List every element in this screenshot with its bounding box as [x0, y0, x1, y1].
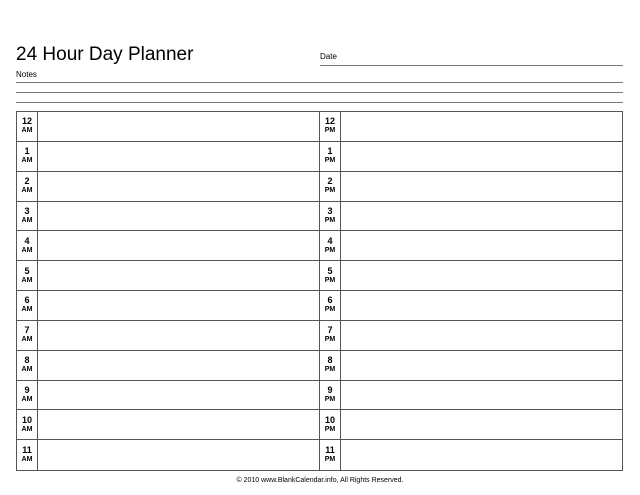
time-slot-pm[interactable] [341, 112, 622, 142]
hour-number: 8 [24, 355, 30, 366]
time-slot-pm[interactable] [341, 172, 622, 202]
hour-number: 1 [327, 146, 333, 157]
schedule-grid [16, 111, 623, 471]
hour-meridiem: AM [21, 187, 33, 195]
hour-meridiem: PM [324, 157, 336, 165]
hour-meridiem: PM [324, 216, 336, 224]
time-slot-pm[interactable] [341, 351, 622, 381]
hour-label-am [17, 321, 38, 351]
hour-number: 4 [327, 235, 333, 246]
hour-meridiem: PM [324, 246, 336, 254]
time-slot-pm[interactable] [341, 142, 622, 172]
time-slot-am[interactable] [38, 142, 320, 172]
time-slot-pm[interactable] [341, 202, 622, 232]
hour-label-pm [320, 172, 341, 202]
hour-number: 1 [24, 146, 30, 157]
copyright-footer: © 2010 www.BlankCalendar.info, All Rights Reserved. [236, 477, 404, 484]
time-slot-am[interactable] [38, 112, 320, 142]
page-title: 24 Hour Day Planner [16, 44, 194, 65]
hour-label-pm [320, 142, 341, 172]
hour-label-pm [320, 410, 341, 440]
notes-label: Notes [16, 70, 37, 79]
time-slot-am[interactable] [38, 261, 320, 291]
hour-meridiem: PM [324, 395, 336, 403]
hour-number: 5 [327, 265, 333, 276]
hour-label-pm [320, 231, 341, 261]
hour-meridiem: AM [21, 425, 33, 433]
hour-number: 11 [325, 445, 335, 456]
hour-label-am [17, 172, 38, 202]
time-slot-pm[interactable] [341, 231, 622, 261]
time-slot-am[interactable] [38, 231, 320, 261]
hour-number: 5 [24, 265, 30, 276]
time-slot-am[interactable] [38, 291, 320, 321]
time-slot-am[interactable] [38, 321, 320, 351]
time-slot-pm[interactable] [341, 440, 622, 470]
hour-number: 12 [21, 116, 32, 127]
notes-line[interactable] [16, 92, 623, 93]
hour-number: 7 [327, 325, 333, 336]
hour-label-am [17, 440, 38, 470]
hour-meridiem: AM [21, 366, 33, 374]
hour-meridiem: PM [324, 366, 336, 374]
hour-label-pm [320, 112, 341, 142]
hour-number: 11 [22, 445, 32, 456]
date-label: Date [320, 52, 337, 61]
hour-label-pm [320, 261, 341, 291]
hour-label-am [17, 351, 38, 381]
hour-label-am [17, 231, 38, 261]
hour-label-am [17, 261, 38, 291]
hour-number: 4 [24, 235, 30, 246]
hour-meridiem: AM [21, 157, 33, 165]
hour-number: 10 [21, 414, 32, 425]
time-slot-pm[interactable] [341, 410, 622, 440]
hour-number: 7 [24, 325, 30, 336]
hour-number: 8 [327, 355, 333, 366]
time-slot-pm[interactable] [341, 381, 622, 411]
time-slot-pm[interactable] [341, 321, 622, 351]
hour-meridiem: PM [324, 127, 336, 135]
hour-meridiem: PM [324, 456, 336, 464]
hour-label-am [17, 410, 38, 440]
hour-meridiem: PM [324, 187, 336, 195]
hour-meridiem: AM [21, 216, 33, 224]
hour-label-pm [320, 351, 341, 381]
hour-label-am [17, 291, 38, 321]
hour-number: 3 [327, 205, 333, 216]
hour-number: 6 [327, 295, 333, 306]
time-slot-am[interactable] [38, 381, 320, 411]
hour-meridiem: AM [21, 306, 33, 314]
time-slot-am[interactable] [38, 172, 320, 202]
hour-number: 2 [327, 176, 333, 187]
hour-number: 10 [324, 414, 335, 425]
time-slot-pm[interactable] [341, 291, 622, 321]
hour-number: 6 [24, 295, 30, 306]
hour-number: 2 [24, 176, 30, 187]
hour-label-am [17, 142, 38, 172]
hour-number: 9 [327, 384, 333, 395]
hour-meridiem: PM [324, 276, 336, 284]
hour-label-am [17, 202, 38, 232]
date-field-line[interactable] [320, 65, 623, 66]
hour-meridiem: AM [21, 336, 33, 344]
hour-label-pm [320, 440, 341, 470]
time-slot-am[interactable] [38, 410, 320, 440]
hour-meridiem: PM [324, 306, 336, 314]
hour-label-pm [320, 381, 341, 411]
hour-label-pm [320, 321, 341, 351]
notes-line[interactable] [16, 82, 623, 83]
hour-meridiem: PM [324, 425, 336, 433]
hour-meridiem: AM [21, 395, 33, 403]
hour-label-pm [320, 291, 341, 321]
time-slot-am[interactable] [38, 440, 320, 470]
time-slot-am[interactable] [38, 351, 320, 381]
hour-meridiem: AM [21, 246, 33, 254]
notes-line[interactable] [16, 102, 623, 103]
hour-meridiem: AM [21, 456, 33, 464]
hour-label-am [17, 112, 38, 142]
hour-meridiem: PM [324, 336, 336, 344]
hour-number: 12 [324, 116, 335, 127]
time-slot-am[interactable] [38, 202, 320, 232]
hour-number: 3 [24, 205, 30, 216]
hour-meridiem: AM [21, 276, 33, 284]
hour-label-pm [320, 202, 341, 232]
hour-label-am [17, 381, 38, 411]
hour-meridiem: AM [21, 127, 33, 135]
time-slot-pm[interactable] [341, 261, 622, 291]
hour-number: 9 [24, 384, 30, 395]
